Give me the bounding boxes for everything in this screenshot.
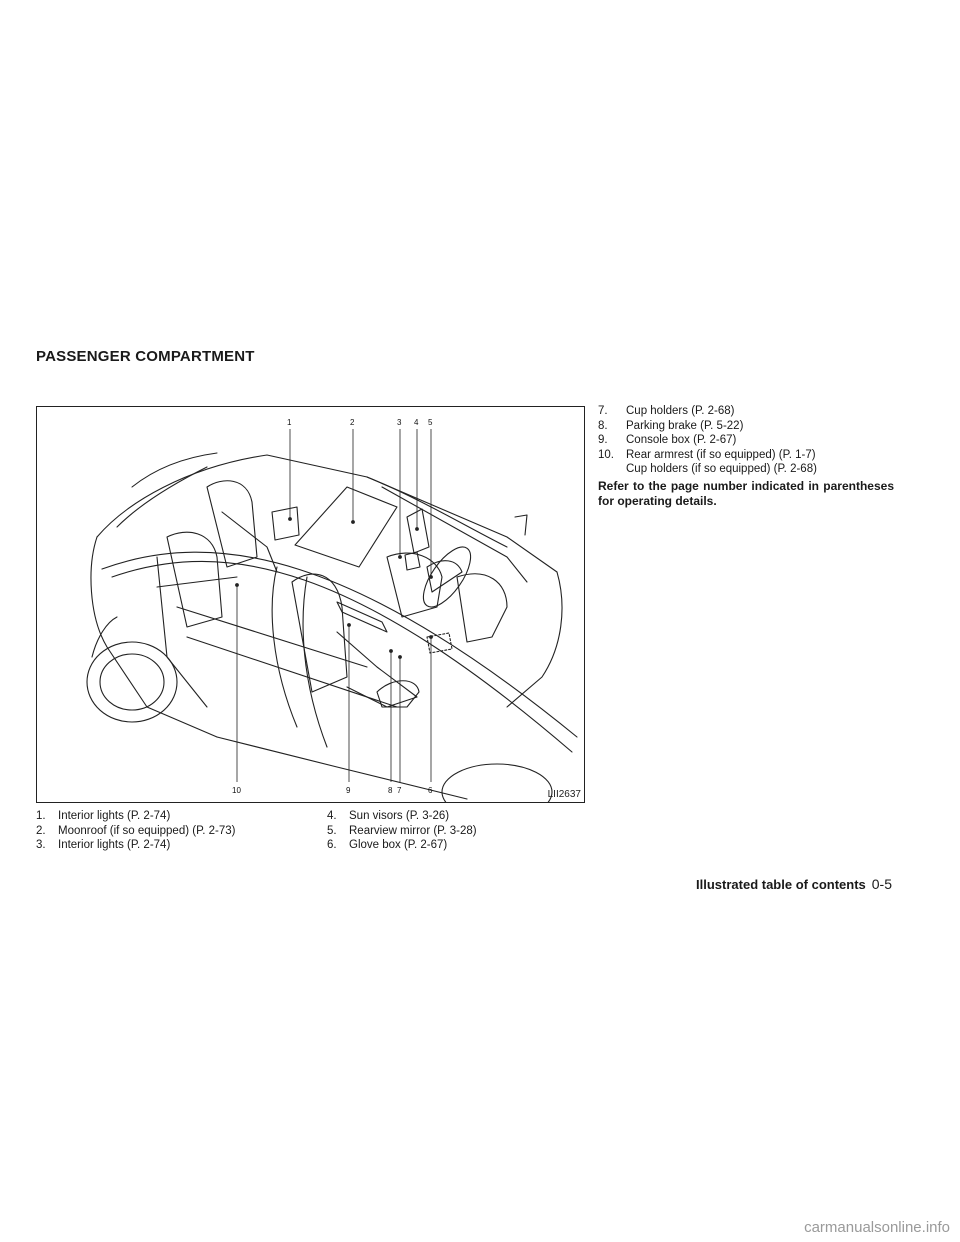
legend-item xyxy=(598,448,898,463)
legend-item xyxy=(36,809,236,824)
legend-text: Rear armrest (if so equipped) (P. 1-7) xyxy=(626,448,816,461)
legend-number: 1. xyxy=(36,810,46,822)
section-title: PASSENGER COMPARTMENT xyxy=(36,348,255,365)
legend-number: 8. xyxy=(598,419,608,432)
callout-9: 9 xyxy=(346,786,351,795)
callout-10: 10 xyxy=(232,786,241,795)
reference-note: Refer to the page number indicated in parentheses for operating details. xyxy=(598,479,894,508)
legend-text: Glove box (P. 2-67) xyxy=(349,839,448,852)
legend-number: 6. xyxy=(327,839,337,852)
legend-text: Console box (P. 2-67) xyxy=(626,434,737,447)
callout-5: 5 xyxy=(428,418,433,427)
legend-text: Parking brake (P. 5-22) xyxy=(626,419,744,432)
callout-4: 4 xyxy=(414,418,419,427)
legend-item xyxy=(327,838,477,853)
legend-list-middle xyxy=(327,809,477,853)
legend-number: 10. xyxy=(598,448,614,461)
legend-number: 7. xyxy=(598,405,608,417)
legend-text: Interior lights (P. 2-74) xyxy=(58,839,171,852)
legend-text: Cup holders (P. 2-68) xyxy=(626,405,735,417)
legend-item xyxy=(598,433,898,448)
page-footer xyxy=(696,876,892,892)
legend-text: Rearview mirror (P. 3-28) xyxy=(349,824,477,837)
legend-text: Sun visors (P. 3-26) xyxy=(349,810,450,822)
legend-item xyxy=(327,824,477,839)
callout-7: 7 xyxy=(397,786,402,795)
legend-item xyxy=(598,419,898,434)
legend-number: 5. xyxy=(327,824,337,837)
legend-item xyxy=(36,824,236,839)
legend-item xyxy=(327,809,477,824)
legend-list-right xyxy=(598,404,898,477)
car-line-drawing xyxy=(37,407,584,802)
legend-text: Moonroof (if so equipped) (P. 2-73) xyxy=(58,824,236,837)
callout-8: 8 xyxy=(388,786,393,795)
legend-number: 9. xyxy=(598,434,608,447)
legend-subtext: Cup holders (if so equipped) (P. 2-68) xyxy=(626,463,817,476)
page-number: 0-5 xyxy=(871,876,892,892)
legend-item xyxy=(598,404,898,419)
legend-number: 2. xyxy=(36,824,46,837)
passenger-compartment-illustration xyxy=(36,406,585,803)
legend-number: 3. xyxy=(36,839,46,852)
callout-1: 1 xyxy=(287,418,292,427)
legend-text: Interior lights (P. 2-74) xyxy=(58,810,171,822)
callout-2: 2 xyxy=(350,418,355,427)
watermark[interactable]: carmanualsonline.info xyxy=(804,1219,950,1236)
figure-code: LII2637 xyxy=(547,789,581,800)
legend-item xyxy=(36,838,236,853)
callout-3: 3 xyxy=(397,418,402,427)
callout-6: 6 xyxy=(428,786,433,795)
legend-number: 4. xyxy=(327,810,337,822)
footer-section-label: Illustrated table of contents xyxy=(696,877,866,892)
legend-list-left xyxy=(36,809,236,853)
